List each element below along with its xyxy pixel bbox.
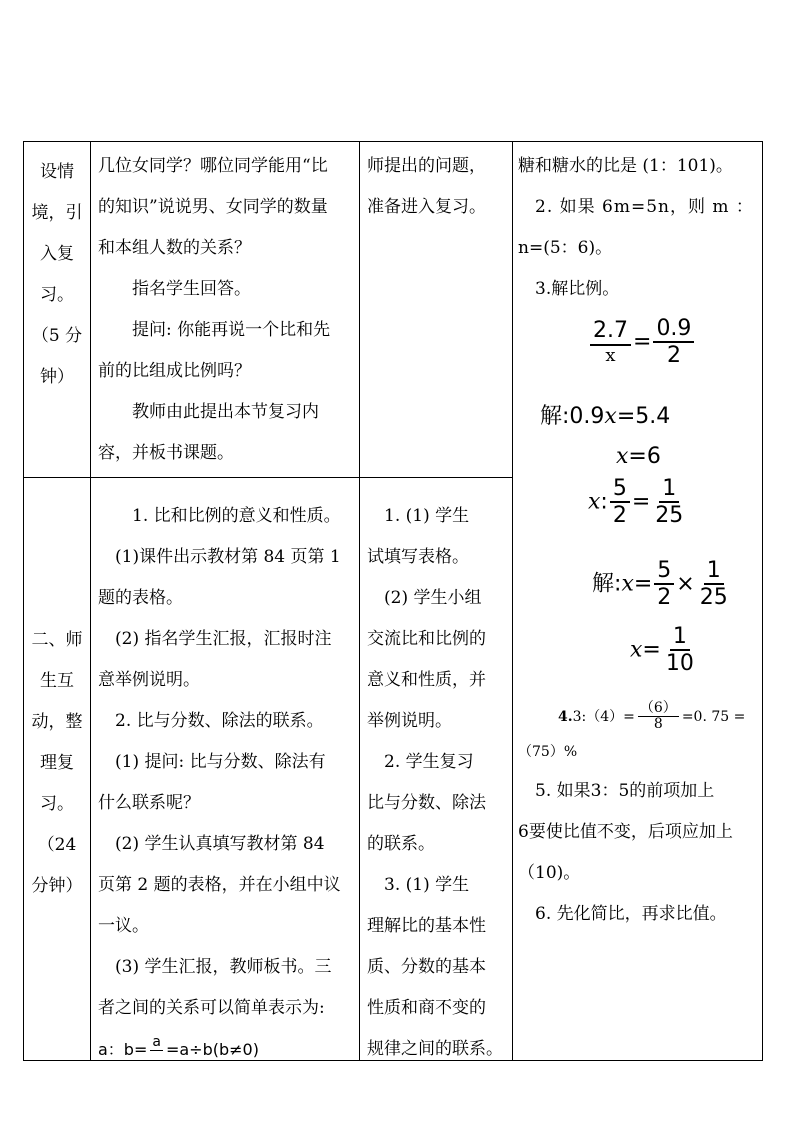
- variable: x: [616, 444, 629, 469]
- paragraph-line: (1) 提问: 比与分数、除法有: [115, 752, 326, 772]
- stage-text: 二、师: [31, 630, 83, 650]
- paragraph-line: 什么联系呢？: [98, 793, 200, 813]
- fraction-denominator: 2: [666, 343, 681, 369]
- paragraph-line: 教师由此提出本节复习内: [132, 402, 319, 422]
- paragraph-line: (2) 学生认真填写教材第 84: [115, 834, 325, 854]
- fraction: [653, 316, 694, 369]
- fraction: [663, 624, 697, 677]
- stage-cell-2: [24, 620, 90, 907]
- stage-text: 分钟）: [31, 876, 83, 896]
- paragraph-line: (2) 指名学生汇报，汇报时注: [115, 629, 332, 649]
- paragraph-line: 2. 学生复习: [384, 752, 474, 772]
- ratio-expression: 3:（4）=: [572, 708, 635, 725]
- proportion-equation-2: x: $\frac{5}{2}$ = $\frac{1}{25}$: [588, 476, 688, 529]
- exercise-line: n=(5：6)。: [518, 238, 613, 258]
- fraction-numerator: 1: [704, 558, 724, 585]
- fraction-denominator: x: [605, 344, 616, 366]
- fraction: [654, 558, 674, 611]
- fraction-numerator: 1: [670, 624, 690, 651]
- solution-label: 解: [540, 404, 563, 429]
- paragraph-line: (3) 学生汇报，教师板书。三: [115, 957, 332, 977]
- stage-text: 习。: [40, 794, 74, 814]
- solution-step-2: 解:x= $\frac{5}{2}$ × $\frac{1}{25}$: [592, 558, 733, 611]
- variable: x: [621, 571, 634, 597]
- solution-step-1: [540, 396, 670, 437]
- result-2: x= $\frac{1}{10}$: [630, 624, 699, 677]
- column-divider: [359, 142, 360, 1060]
- exercises-cell: [518, 146, 758, 1056]
- stage-text: 生互: [40, 671, 74, 691]
- formula-prefix: a：b=: [98, 1040, 148, 1059]
- paragraph-line: 一议。: [98, 916, 149, 936]
- exercise-line: 糖和糖水的比是 (1：101)。: [518, 156, 733, 176]
- paragraph-line: 比与分数、除法: [367, 793, 486, 813]
- paragraph-line: 容，并板书课题。: [98, 443, 234, 463]
- paragraph-line: 规律之间的联系。: [367, 1039, 503, 1059]
- row-divider: [24, 477, 512, 478]
- stage-text: 理复: [40, 753, 74, 773]
- fraction-numerator: 1: [659, 476, 679, 503]
- stage-text: 动，整: [31, 712, 83, 732]
- paragraph-line: (2) 学生小组: [384, 588, 482, 608]
- variable: x: [604, 404, 617, 429]
- exercises-tail: [518, 771, 758, 935]
- paragraph-line: 理解比的基本性: [367, 916, 486, 936]
- decimal-expression: =0. 75 =: [681, 708, 746, 725]
- paragraph-line: 质、分数的基本: [367, 957, 486, 977]
- exercise-number: 4.: [558, 708, 573, 725]
- paragraph-line: 的知识”说说男、女同学的数量: [98, 197, 328, 217]
- fraction: [638, 701, 679, 733]
- solution-label: 解: [592, 571, 615, 597]
- fraction-denominator: [152, 1051, 160, 1066]
- paragraph-line: 和本组人数的关系？: [98, 238, 251, 258]
- exercise-line: 6要使比值不变，后项应加上: [518, 822, 733, 842]
- fraction-denominator: 2: [612, 503, 627, 529]
- paragraph-line: 1. 比和比例的意义和性质。: [132, 506, 341, 526]
- paragraph-line: 几位女同学？哪位同学能用“比: [98, 156, 328, 176]
- paragraph-line: 准备进入复习。: [367, 197, 486, 217]
- fraction-numerator: （6）: [639, 700, 677, 716]
- stage-text: 习。: [40, 285, 74, 305]
- paragraph-line: 题的表格。: [98, 588, 183, 608]
- exercise-line: （10)。: [518, 863, 581, 883]
- teacher-activity-2: [98, 496, 356, 1070]
- stage-text: （24: [37, 835, 77, 855]
- paragraph-line: 的联系。: [367, 834, 435, 854]
- paragraph-line: 页第 2 题的表格，并在小组中议: [98, 875, 341, 895]
- stage-text: 境，引: [31, 203, 83, 223]
- exercise-line: 5. 如果3：5的前项加上: [535, 781, 715, 801]
- proportion-equation-1: $\frac{2.7}{x}$ = $\frac{0.9}{2}$: [588, 316, 696, 369]
- paragraph-line: 2. 比与分数、除法的联系。: [115, 711, 324, 731]
- formula-suffix: =a÷b(b≠0): [165, 1040, 259, 1059]
- exercise-4: [558, 701, 745, 733]
- operator: ×: [676, 571, 695, 597]
- paragraph-line: 试填写表格。: [367, 547, 469, 567]
- paragraph-line: 举例说明。: [367, 711, 452, 731]
- stage-text: 钟）: [40, 367, 74, 387]
- stage-text: 入复: [40, 244, 74, 264]
- exercise-line: 6. 先化简比，再求比值。: [535, 904, 727, 924]
- solution-expression: :0.9: [562, 404, 605, 429]
- lesson-table: [23, 141, 763, 1061]
- fraction-numerator: 0.9: [653, 316, 694, 343]
- paragraph-line: 3. (1) 学生: [384, 875, 470, 895]
- fraction-denominator: 2: [657, 585, 672, 611]
- stage-text: 设情: [40, 162, 74, 182]
- fraction: [652, 476, 686, 529]
- paragraph-line: 性质和商不变的: [367, 998, 486, 1018]
- fraction-denominator: 10: [665, 651, 694, 677]
- percent-expression: （75）%: [518, 744, 578, 760]
- result-value: =6: [628, 444, 661, 469]
- paragraph-line: 意义和性质，并: [367, 670, 486, 690]
- column-divider: [90, 142, 91, 1060]
- fraction-numerator: 5: [610, 476, 630, 503]
- fraction-denominator: 8: [653, 716, 663, 733]
- fraction-denominator: 25: [655, 503, 684, 529]
- fraction: [590, 318, 631, 366]
- paragraph-line: 1. (1) 学生: [384, 506, 470, 526]
- fraction: [610, 476, 630, 529]
- solution-rhs: =5.4: [616, 404, 671, 429]
- paragraph-line: 指名学生回答。: [132, 279, 251, 299]
- column-divider: [512, 142, 513, 1060]
- fraction: [697, 558, 731, 611]
- variable: x: [588, 489, 601, 515]
- student-activity-1: [367, 146, 509, 228]
- exercise-line: 2. 如果 6m=5n，则 m ：: [535, 197, 754, 217]
- paragraph-line: 师提出的问题，: [367, 156, 486, 176]
- formula-fraction: [150, 1035, 163, 1067]
- paragraph-line: 者之间的关系可以简单表示为:: [98, 998, 325, 1018]
- fraction-numerator: 2.7: [590, 318, 631, 345]
- paragraph-line: 前的比组成比例吗？: [98, 361, 251, 381]
- stage-text: （5 分: [31, 326, 83, 346]
- exercise-4-percent: [518, 740, 577, 764]
- variable: x: [630, 637, 643, 663]
- stage-cell-1: [24, 152, 90, 398]
- student-activity-2: [367, 496, 509, 1070]
- fraction-numerator: a: [152, 1033, 161, 1050]
- paragraph-line: 交流比和比例的: [367, 629, 486, 649]
- relation-formula: [98, 1029, 356, 1070]
- exercise-line: 3.解比例。: [535, 279, 620, 299]
- result-1: [616, 436, 661, 477]
- fraction-denominator: 25: [699, 585, 728, 611]
- teacher-activity-1: [98, 146, 356, 474]
- paragraph-line: (1)课件出示教材第 84 页第 1: [115, 547, 341, 567]
- paragraph-line: 意举例说明。: [98, 670, 200, 690]
- paragraph-line: 提问: 你能再说一个比和先: [132, 320, 331, 340]
- fraction-numerator: 5: [654, 558, 674, 585]
